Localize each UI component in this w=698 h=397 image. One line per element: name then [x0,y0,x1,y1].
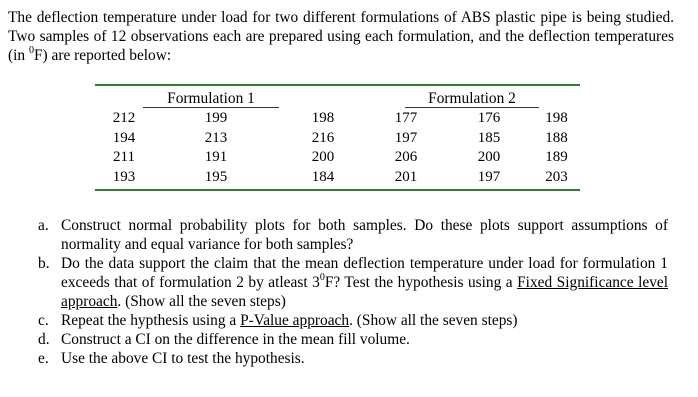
question-text: Do the data support the claim that the mean deflection temperature under load for formulation 1 exceeds that of formulation 2 by atleast 3 [61,255,668,291]
question-text: Construct normal probability plots for both samples. Do these plots support assumptions of normality and equal variance for both samples? [61,217,668,253]
table-cell: 213 [204,129,228,146]
table-cell: 197 [477,168,501,185]
table-row [95,129,580,149]
table-header-row [95,86,580,108]
degree-superscript: 0 [319,271,325,283]
table-cell: 185 [477,129,501,146]
unit-letter: F [33,47,43,64]
intro-text: The deflection temperature under load for two different formulations of ABS plastic pipe is being studied. Two samples of 12 observations each are prepared using each formulation, and the deflection temperatures (in [8,9,674,64]
question-c [38,311,668,330]
question-text: . (Show all the seven steps) [349,312,518,329]
header-formulation-1: Formulation 1 [143,90,279,108]
table-cell: 184 [311,168,335,185]
temperature-table [95,109,580,187]
intro-paragraph [8,8,674,65]
table-bottom-rule [95,189,580,191]
question-marker: a. [38,217,49,234]
table-row [95,109,580,129]
data-table [95,84,580,191]
question-text: Repeat the hypthesis using a [61,312,241,329]
table-cell: 206 [394,149,418,165]
table-cell: 201 [394,168,418,185]
table-cell: 198 [545,110,568,126]
table-cell: 199 [204,110,228,126]
table-cell: 212 [112,110,136,126]
table-cell: 200 [477,149,501,165]
question-marker: d. [38,331,50,348]
question-marker: b. [38,255,50,272]
question-b [38,254,668,311]
table-cell: 216 [311,129,335,146]
table-cell: 211 [113,149,135,165]
table-cell: 195 [204,168,228,185]
table-cell: 188 [545,129,568,146]
question-marker: c. [38,312,49,329]
p-value-link: P-Value approach [240,312,350,329]
degree-superscript: 0 [28,44,34,56]
table-cell: 203 [545,168,568,185]
table-cell: 198 [311,110,335,126]
table-row [95,168,580,188]
table-cell: 177 [394,110,418,126]
question-text: Construct a CI on the difference in the mean fill volume. [61,331,410,348]
header-formulation-2: Formulation 2 [405,90,539,108]
intro-text-end: ) are reported below: [42,47,172,64]
table-cell: 189 [545,149,568,165]
question-a [38,216,668,254]
table-cell: 193 [112,168,136,185]
table-cell: 191 [204,149,228,165]
question-marker: e. [38,350,49,367]
table-cell: 194 [112,129,136,146]
table-cell: 200 [311,149,335,165]
question-text: Use the above CI to test the hypothesis. [61,350,305,367]
table-row [95,148,580,168]
question-text: . (Show all the seven steps) [117,293,286,310]
table-cell: 176 [477,110,501,126]
question-list [38,216,668,368]
question-e [38,349,668,368]
table-cell: 197 [394,129,418,146]
question-text: F? Test the hypothesis using a [324,274,518,291]
fixed-significance-link: Fixed Significance level approach [61,274,668,310]
question-d [38,330,668,349]
